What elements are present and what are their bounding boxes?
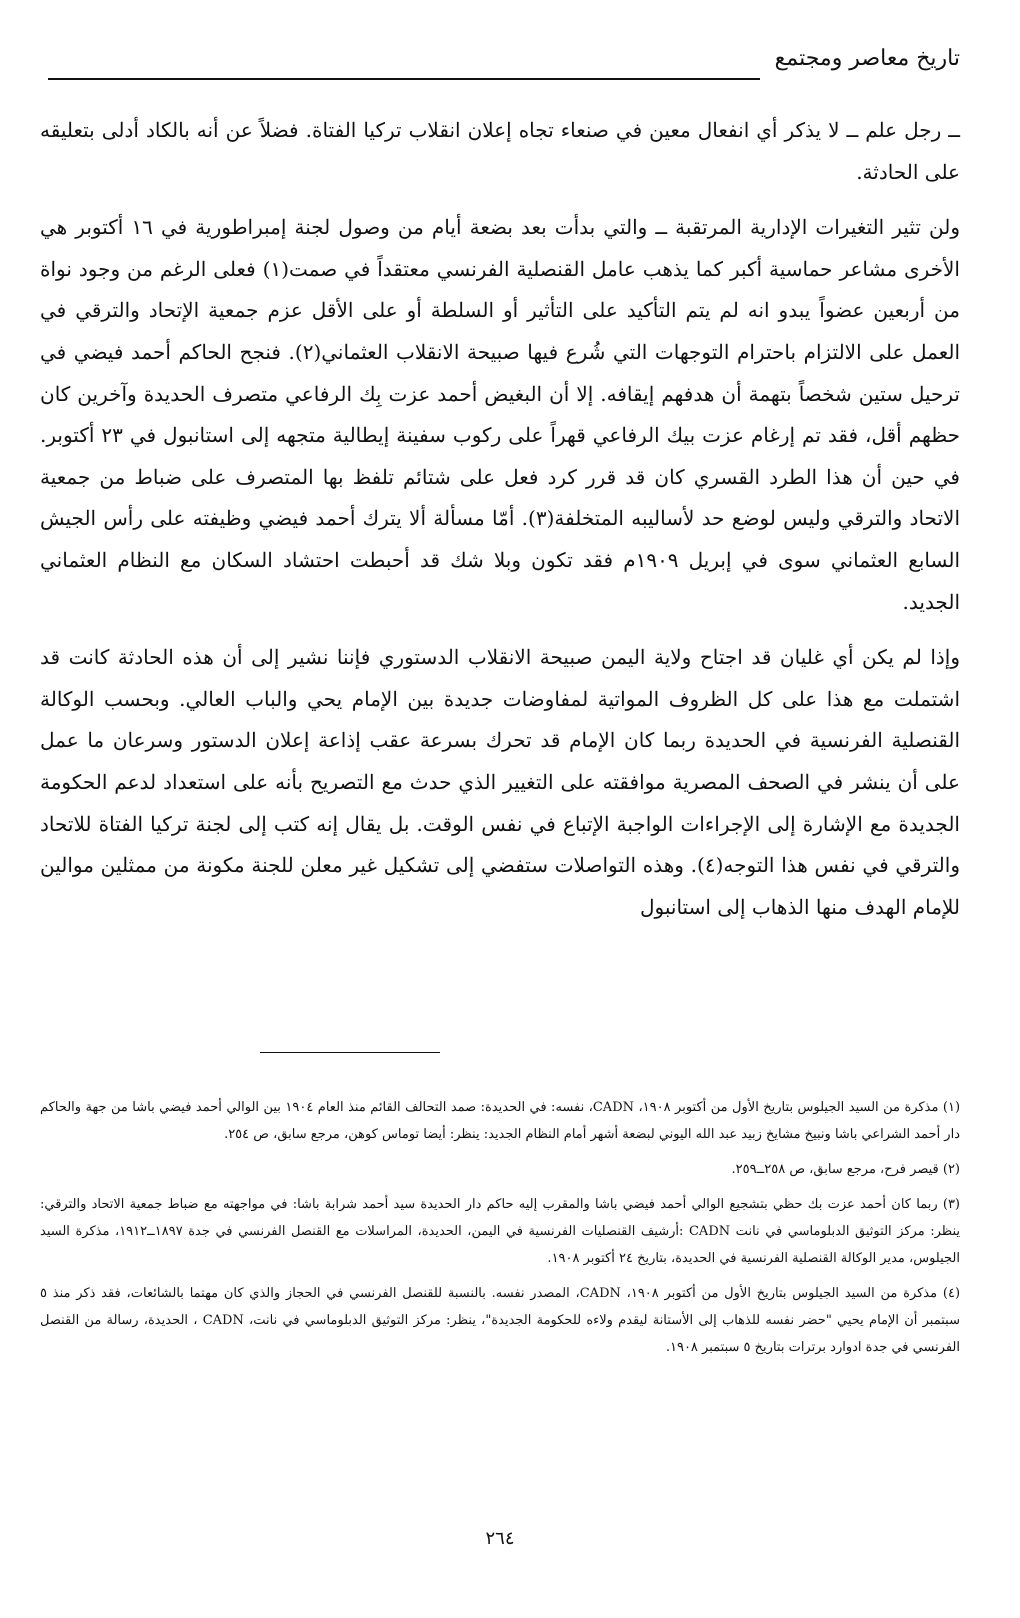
running-title: تاريخ معاصر ومجتمع (774, 46, 960, 71)
document-page (40, 0, 960, 1618)
footnotes (40, 1094, 960, 1369)
paragraph-3 (40, 637, 960, 928)
body-text (40, 110, 960, 942)
footnote-4: (٤) مذكرة من السيد الجيلوس بتاريخ الأول من أكتوبر ١٩٠٨، CADN، المصدر نفسه. بالنسبة للقنصل الفرنسي في الحجاز والذي كان مهتما بالشائعات، فقد ذكر منذ ٥ سبتمبر أن الإمام يحيي "حضر نفسه للذهاب إلى الأستانة ليقدم ولاءه للحكومة الجديدة"، ينظر: مركز التوثيق الدبلوماسي في نانت، CADN ، الحديدة، رسالة من القنصل الفرنسي في جدة ادوارد برترات بتاريخ ٥ سبتمبر ١٩٠٨. (40, 1286, 961, 1355)
footnote-1: (١) مذكرة من السيد الجيلوس بتاريخ الأول من أكتوبر ١٩٠٨، CADN، نفسه: في الحديدة: صمد التحالف القائم منذ العام ١٩٠٤ بين الوالي أحمد فيضي باشا من جهة والحاكم دار أحمد الشراعي باشا ونبيخ مشايخ زبيد عبد الله اليوني لبضعة أشهر أمام النظام الجديد: ينظر: أيضا توماس كوهن، مرجع سابق، ص ٢٥٤. (40, 1100, 961, 1142)
paragraph-2 (40, 207, 960, 623)
paragraph-2-text: ولن تثير التغيرات الإدارية المرتقبة ــ والتي بدأت بعد بضعة أيام من وصول لجنة إمبراطورية في ١٦ أكتوبر هي الأخرى مشاعر حماسية أكبر كما يذهب عامل القنصلية الفرنسي معتقداً في صمت(١) فعلى الرغم من وجود نواة من أربعين عضواً يبدو انه لم يتم التأكيد على التأثير أو السلطة أو على الأقل عزم جمعية الإتحاد والترقي في العمل على الالتزام باحترام التوجهات التي شُرع فيها صبيحة الانقلاب العثماني(٢). فنجح الحاكم أحمد فيضي في ترحيل ستين شخصاً بتهمة أن هدفهم إيقافه. إلا أن البغيض أحمد عزت بِك الرفاعي متصرف الحديدة وآخرين كان حظهم أقل، فقد تم إرغام عزت بيك الرفاعي قهراً على ركوب سفينة إيطالية متجهه إلى استانبول في ٢٣ أكتوبر. في حين أن هذا الطرد القسري كان قد قرر كرد فعل على شتائم تلفظ بها المتصرف على ضباط من جمعية الاتحاد والترقي وليس لوضع حد لأساليبه المتخلفة(٣). أمّا مسألة ألا يترك أحمد فيضي وظيفته على رأس الجيش السابع العثماني سوى في إبريل ١٩٠٩م فقد تكون وبلا شك قد أحبطت احتشاد السكان مع النظام العثماني الجديد. (40, 215, 961, 614)
page-number: ٢٦٤ (485, 1528, 515, 1549)
header-rule (48, 78, 760, 80)
footnote-2: (٢) قيصر فرح، مرجع سابق، ص ٢٥٨ــ٢٥٩. (731, 1162, 960, 1177)
paragraph-1 (40, 110, 960, 193)
footnote-separator (260, 1052, 440, 1053)
paragraph-3-text: وإذا لم يكن أي غليان قد اجتاح ولاية اليمن صبيحة الانقلاب الدستوري فإننا نشير إلى أن هذه الحادثة كانت قد اشتملت مع هذا على كل الظروف المواتية لمفاوضات جديدة بين الإمام يحي والباب العالي. وبحسب الوكالة القنصلية الفرنسية في الحديدة ربما كان الإمام قد تحرك بسرعة عقب إذاعة إعلان الدستور وسرعان ما عمل على أن ينشر في الصحف المصرية موافقته على التغيير الذي حدث مع التصريح بأنه على استعداد لدعم الحكومة الجديدة مع الإشارة إلى الإجراءات الواجبة الإتباع في نفس الوقت. بل يقال إنه كتب إلى لجنة تركيا الفتاة للاتحاد والترقي في نفس هذا التوجه(٤). وهذه التواصلات ستفضي إلى تشكيل غير معلن للجنة مكونة من ممثلين موالين للإمام الهدف منها الذهاب إلى استانبول (40, 645, 960, 919)
footnote-3: (٣) ربما كان أحمد عزت بك حظي بتشجيع الوالي أحمد فيضي باشا والمقرب إليه حاكم دار الحديدة سيد أحمد شرابة باشا: في مواجهته مع ضباط جمعية الاتحاد والترقي: ينظر: مركز التوثيق الدبلوماسي في نانت CADN :أرشيف القنصليات الفرنسية في اليمن، الحديدة، المراسلات مع القنصل الفرنسي في جدة ١٨٩٧ــ١٩١٢، مذكرة السيد الجيلوس، مدير الوكالة القنصلية الفرنسية في الحديدة، بتاريخ ٢٤ أكتوبر ١٩٠٨. (40, 1197, 961, 1266)
paragraph-1-text: ــ رجل علم ــ لا يذكر أي انفعال معين في صنعاء تجاه إعلان انقلاب تركيا الفتاة. فضلاً عن أنه بالكاد أدلى بتعليقه على الحادثة. (40, 118, 960, 184)
